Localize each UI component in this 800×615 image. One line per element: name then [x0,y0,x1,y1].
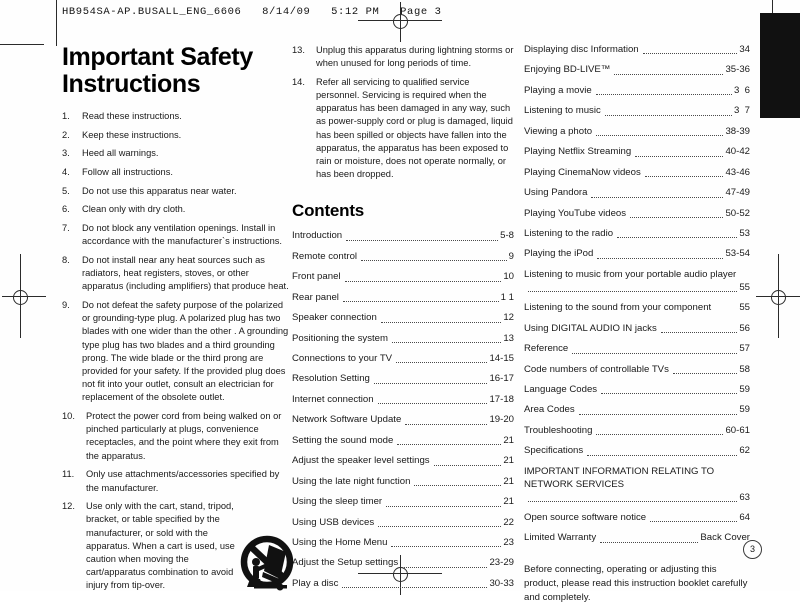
toc-entry-page: 21 [503,475,514,487]
toc-entry-page: 21 [503,455,514,467]
toc-entry-label: Enjoying BD-LIVE™ [524,64,611,76]
toc-entry[interactable] [292,353,514,366]
toc-entry[interactable] [292,557,514,570]
toc-entry-label: Connections to your TV [292,353,393,364]
safety-item [62,185,290,198]
toc-leader [397,443,501,445]
contents-heading: Contents [292,201,365,221]
toc-entry-page: 34 [739,44,750,55]
safety-item-text: Refer all servicing to qualified service personnel. Servicing is required when the apparatus has been damaged in any way, such as power-supply cord or plug is damaged, liquid has been spilled or objects have fallen into the apparatus, the apparatus has been exposed to rain or moisture, does not operate normally, or has been dropped. [316,76,513,180]
safety-item-number: 2. [62,129,70,140]
safety-item-number: 13. [292,45,305,55]
safety-item-number: 6. [62,204,70,215]
toc-entry[interactable] [524,248,750,261]
toc-leader [643,52,738,54]
toc-entry-page: 30-33 [489,577,514,589]
toc-leader [587,454,737,456]
safety-item-text: Do not defeat the safety purpose of the polarized or grounding-type plug. A polarized plug has two blades with one wider than the other . A grounding type plug has two blades and a third grounding prong. The wide blade or the third prong are provided for your safety. If the provided plug does not fit into your outlet, consult an electrician for replacement of the obsolete outlet. [82,300,289,403]
toc-leader [392,341,501,343]
toc-entry[interactable] [292,476,514,489]
toc-entry-page: 43-46 [725,166,750,178]
toc-entry[interactable] [524,445,750,458]
safety-item [62,222,290,248]
toc-entry-page: 55 [739,302,750,314]
safety-item-text: Heed all warnings. [82,148,159,159]
toc-entry[interactable] [524,384,750,397]
toc-leader [405,423,487,425]
toc-entry-label: Troubleshooting [524,424,593,436]
toc-entry[interactable] [292,251,514,264]
toc-leader [343,300,499,302]
toc-entry[interactable] [292,373,514,386]
toc-entry[interactable] [524,404,750,417]
safety-item-number: 8. [62,255,70,265]
toc-leader [645,175,724,177]
toc-leader [414,484,501,486]
toc-leader [378,525,501,527]
safety-item-text: Only use attachments/accessories specified by the manufacturer. [86,469,280,493]
toc-entry[interactable] [292,312,514,325]
toc-entry-label: Listening to the radio [524,227,614,239]
toc-entry-label: Limited Warranty [524,532,597,544]
page-title-line-1: Important Safety [62,43,253,71]
toc-entry[interactable] [292,496,514,509]
safety-item [62,468,290,494]
toc-entry[interactable] [524,323,750,336]
toc-entry-label: Setting the sound mode [292,434,394,446]
toc-entry-label: Internet connection [292,393,374,405]
toc-leader [591,196,723,198]
toc-entry-label: Playing the iPod [524,248,594,260]
safety-item-text: Do not block any ventilation openings. Install in accordance with the manufacturer`s instructions. [82,223,282,247]
toc-leader [579,413,738,415]
toc-leader [673,372,737,374]
closing-note: Before connecting, operating or adjusting this product, please read this instruction booklet carefully and completely. [524,564,748,604]
toc-entry-label: Using the sleep timer [292,496,383,508]
toc-entry-label: Positioning the system [292,332,388,344]
toc-entry-label: Reference [524,343,569,355]
toc-leader [434,464,502,466]
safety-item [62,129,290,142]
column-contents-part-2 [524,44,750,615]
toc-entry-page: 55 [739,281,750,293]
toc-leader [630,216,723,218]
toc-entry[interactable] [292,578,514,591]
toc-entry-label: Remote control [292,250,358,262]
safety-item-number: 14. [292,76,305,87]
safety-item-number: 4. [62,167,70,178]
toc-leader [650,520,737,522]
toc-entry[interactable] [292,271,514,284]
toc-entry-page: 10 [503,271,514,283]
toc-leader [381,321,502,323]
toc-entry[interactable] [524,187,750,200]
toc-entry-page: 64 [739,512,750,523]
toc-entry-label: Play a disc [292,577,339,589]
toc-entry-page: 56 [739,322,750,334]
safety-item-number: 1. [62,111,70,121]
safety-item [292,44,514,70]
toc-entry-page: 9 [508,250,514,262]
safety-item-number: 12. [62,501,75,512]
toc-entry[interactable] [524,146,750,159]
safety-item-text: Unplug this apparatus during lightning storms or when unused for long periods of time. [316,45,514,69]
safety-item [292,76,514,182]
toc-entry[interactable] [292,394,514,407]
toc-entry-page: 12 [503,312,514,324]
toc-entry-label: Open source software notice [524,512,647,523]
page-title-line-2: Instructions [62,70,201,98]
trim-rule-left-vertical [56,0,57,46]
toc-entry-page: 40-42 [725,146,750,158]
toc-entry-page: 35-36 [725,64,750,76]
safety-item [62,203,290,216]
table-of-contents-column-1 [292,230,514,590]
toc-entry[interactable] [524,512,750,525]
toc-leader [391,545,501,547]
toc-entry[interactable] [292,414,514,427]
safety-item-text: Read these instructions. [82,111,182,121]
toc-entry[interactable] [524,269,750,295]
table-of-contents-column-2 [524,44,750,545]
toc-entry-label: Listening to music [524,105,601,117]
toc-entry-label: Using DIGITAL AUDIO IN jacks [524,322,657,334]
toc-entry-label: Playing Netflix Streaming [524,146,632,158]
safety-item-number: 9. [62,300,70,311]
safety-item-text: Follow all instructions. [82,167,173,178]
toc-leader [396,361,487,363]
toc-entry-label: Using Pandora [524,187,588,199]
toc-entry[interactable] [292,537,514,550]
toc-entry-label: Introduction [292,230,343,242]
toc-entry-label: Playing a movie [524,84,592,96]
safety-item [62,410,290,463]
toc-entry-page: 3 6 [733,84,750,96]
toc-entry-page: 38-39 [725,125,750,137]
safety-item [62,110,290,123]
toc-entry-page: 47-49 [725,187,750,199]
toc-leader [596,93,732,95]
toc-entry-page: 22 [503,516,514,528]
toc-leader [345,280,502,282]
toc-entry[interactable] [524,466,750,505]
toc-entry-label: Speaker connection [292,312,377,324]
toc-entry-page: Back Cover [700,532,750,544]
toc-entry-page: 59 [739,383,750,395]
toc-leader [715,312,737,313]
running-head: HB954SA-AP.BUSALL_ENG_6606 8/14/09 5:12 PM Page 3 [62,6,442,18]
toc-entry[interactable] [292,435,514,448]
toc-entry-page: 53-54 [725,248,750,260]
toc-entry-page: 60-61 [725,424,750,436]
toc-leader [572,352,737,354]
safety-item-number: 11. [62,469,75,480]
safety-item [62,147,290,160]
toc-entry-page: 62 [739,445,750,457]
safety-item-text: Protect the power cord from being walked on or pinched particularly at plugs, convenience receptacles, and the point where they exit from the apparatus. [86,411,282,461]
toc-entry[interactable] [292,455,514,468]
page-folio: 3 [743,540,762,559]
safety-item-text: Clean only with dry cloth. [82,204,186,215]
toc-entry-trailer [524,282,750,295]
toc-entry-page: 23 [503,536,514,548]
toc-entry-page: 17-18 [489,393,514,405]
toc-entry-label: Listening to music from your portable audio player [524,268,737,280]
cart-tip-over-warning-icon [236,535,298,597]
safety-item-number: 3. [62,148,70,159]
toc-entry-page: 16-17 [489,373,514,385]
toc-entry[interactable] [524,302,750,315]
toc-entry-label: Using the late night function [292,475,411,487]
toc-leader [596,134,723,136]
safety-item [62,254,290,294]
toc-entry-page: 3 7 [733,105,750,117]
toc-leader [342,586,487,588]
toc-entry-label: Rear panel [292,291,339,303]
safety-item-text: Do not use this apparatus near water. [82,185,237,196]
toc-entry[interactable] [524,85,750,98]
safety-instruction-list-continued [292,44,514,181]
toc-leader [374,382,488,384]
toc-entry-trailer [524,492,750,505]
toc-entry[interactable] [524,44,750,57]
toc-entry-label: Playing CinemaNow videos [524,166,641,178]
safety-item-text: Keep these instructions. [82,129,182,140]
toc-leader [596,433,723,435]
toc-leader [600,541,698,543]
toc-entry-label: Network Software Update [292,414,402,426]
toc-leader [635,155,723,157]
toc-entry-label: Using the Home Menu [292,536,388,548]
safety-item-number: 7. [62,223,70,234]
toc-entry[interactable] [524,126,750,139]
page-columns [0,43,800,604]
toc-entry-page: 14-15 [489,353,514,364]
page-title [62,44,290,98]
toc-leader [386,505,501,507]
toc-leader [528,500,737,502]
toc-entry-label: Viewing a photo [524,125,593,137]
toc-entry-label: Specifications [524,445,584,457]
toc-entry-page: 53 [739,227,750,239]
toc-entry-page: 50-52 [725,207,750,219]
toc-leader [661,331,738,333]
toc-entry-label: Adjust the speaker level settings [292,455,430,467]
toc-entry-page: 57 [739,343,750,355]
toc-entry-label: Adjust the Setup settings [292,557,399,569]
toc-entry-label: Code numbers of controllable TVs [524,363,669,375]
toc-entry[interactable] [524,343,750,356]
toc-leader [361,259,507,261]
toc-entry-page: 21 [503,496,514,508]
safety-item-number: 10. [62,411,75,422]
toc-entry-page: 58 [739,363,750,375]
toc-entry-page: 19-20 [489,414,514,426]
safety-item-number: 5. [62,185,70,196]
toc-leader [528,290,737,292]
toc-leader [605,114,732,116]
toc-entry-label: IMPORTANT INFORMATION RELATING TO NETWORK SERVICES [524,465,715,490]
toc-entry-label: Language Codes [524,383,598,395]
toc-entry-label: Listening to the sound from your component [524,302,712,314]
toc-leader [346,239,498,241]
toc-entry-page: 23-29 [489,557,514,569]
toc-leader [597,257,723,259]
toc-leader [402,566,487,568]
toc-leader [614,73,723,75]
toc-entry-label: Playing YouTube videos [524,207,627,219]
toc-entry[interactable] [524,532,750,545]
safety-item-text: Use only with the cart, stand, tripod, bracket, or table specified by the manufacturer, or sold with the apparatus. When a cart is used, use caution when moving the cart/apparatus combination to avoid injury from tip-over. [86,501,235,591]
safety-item [62,299,290,405]
toc-entry[interactable] [524,105,750,118]
toc-entry[interactable] [524,208,750,221]
toc-entry-label: Using USB devices [292,516,375,528]
toc-entry-page: 13 [503,332,514,344]
toc-entry[interactable] [292,333,514,346]
toc-entry-page: 21 [503,434,514,446]
toc-leader [617,236,737,238]
toc-entry[interactable] [524,425,750,438]
toc-leader [601,392,737,394]
toc-entry[interactable] [292,230,514,243]
toc-entry[interactable] [524,228,750,241]
toc-entry[interactable] [524,167,750,180]
toc-entry-label: Displaying disc Information [524,44,639,55]
column-safety-instructions [62,44,290,598]
toc-entry-label: Resolution Setting [292,373,370,385]
toc-entry-label: Area Codes [524,404,575,416]
toc-entry-page: 5-8 [500,230,514,242]
toc-entry[interactable] [524,64,750,77]
safety-item [62,500,290,592]
toc-entry[interactable] [292,292,514,305]
safety-item-text: Do not install near any heat sources such as radiators, heat registers, stoves, or other apparatus (including amplifiers) that produce heat. [82,255,289,292]
toc-entry[interactable] [524,364,750,377]
toc-entry-label: Front panel [292,271,341,283]
toc-entry-page: 1 1 [500,291,514,303]
toc-entry-page: 63 [739,491,750,503]
safety-item [62,166,290,179]
toc-entry[interactable] [292,517,514,530]
toc-entry-page: 59 [739,404,750,416]
column-contents-part-1 [292,44,514,598]
toc-leader [378,402,488,404]
safety-instruction-list [62,110,290,593]
